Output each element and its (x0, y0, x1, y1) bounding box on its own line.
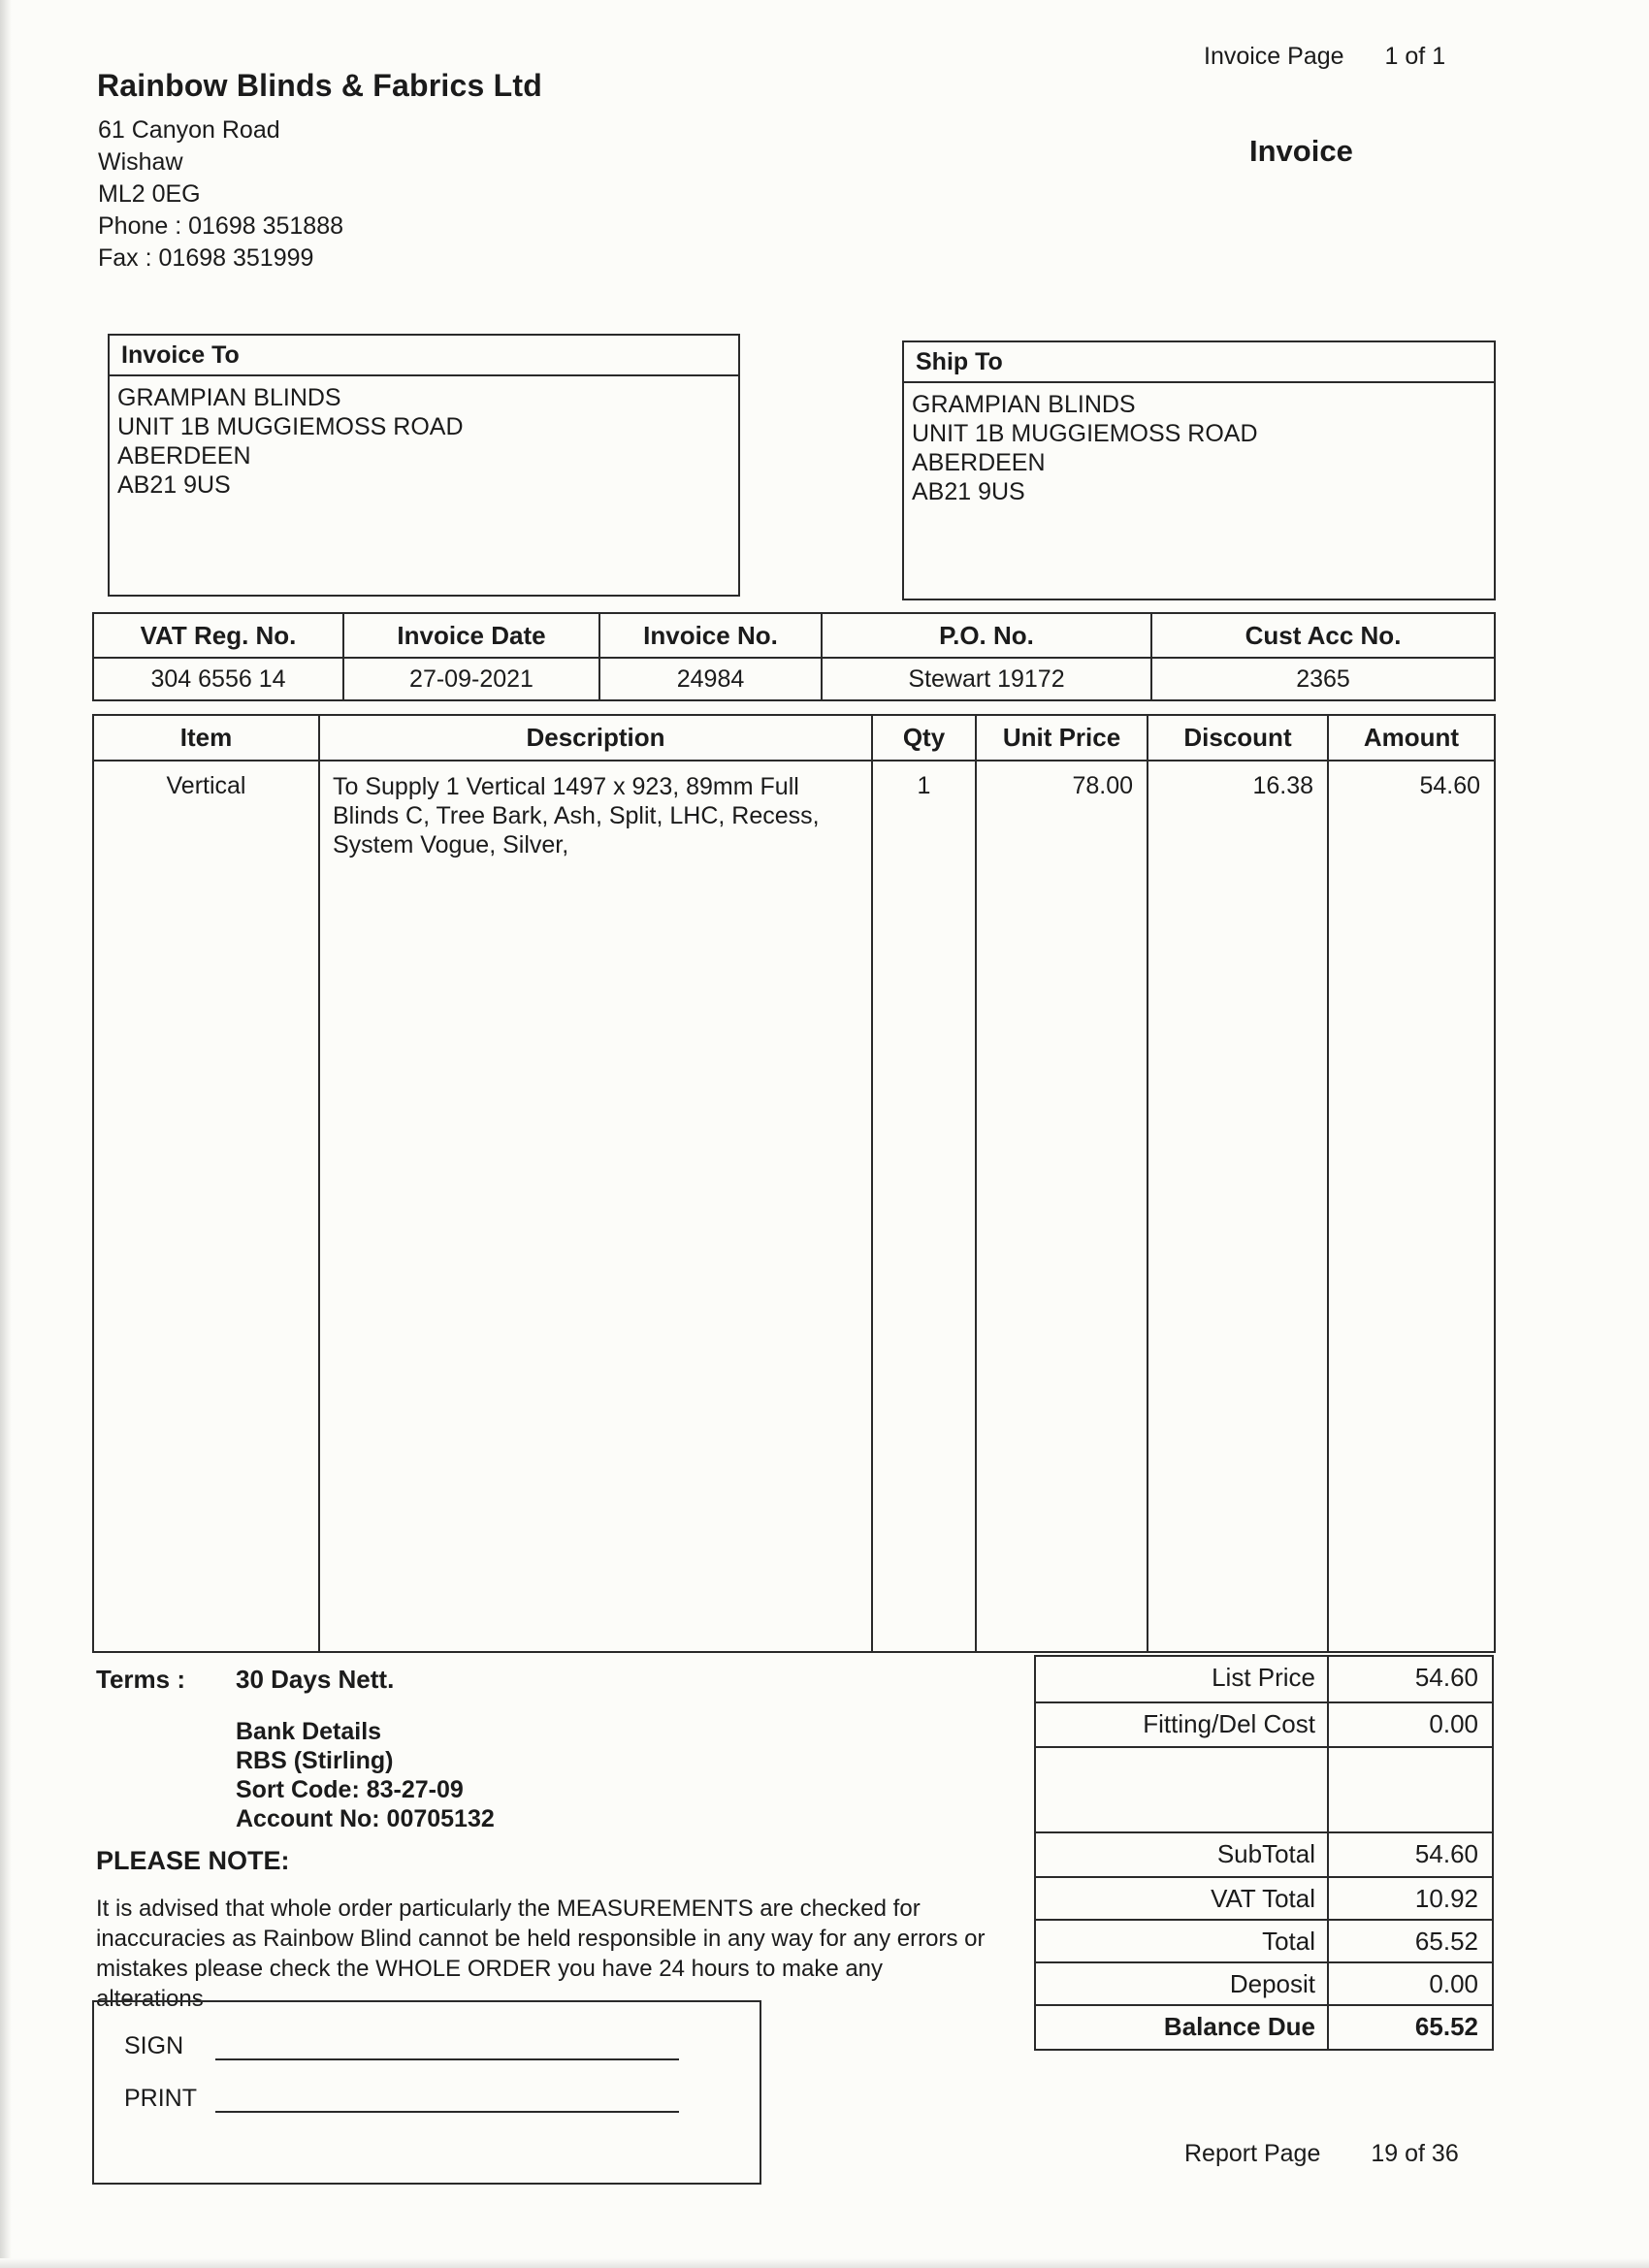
col-header-description: Description (320, 716, 873, 760)
totals-value: 65.52 (1414, 2012, 1478, 2041)
company-name: Rainbow Blinds & Fabrics Ltd (97, 68, 542, 103)
invoice-to-line: ABERDEEN (117, 442, 251, 470)
item-cell: Vertical (94, 761, 320, 1651)
bank-name-line: RBS (Stirling) (236, 1747, 394, 1774)
invoice-to-line: AB21 9US (117, 471, 231, 499)
totals-spacer-label (1036, 1748, 1329, 1831)
company-address-line: ML2 0EG (98, 180, 201, 208)
totals-label: Deposit (1036, 1963, 1329, 2004)
invoice-to-line: UNIT 1B MUGGIEMOSS ROAD (117, 413, 464, 440)
bank-details-heading: Bank Details (236, 1718, 382, 1745)
totals-row-list-price (1036, 1657, 1492, 1703)
meta-value-po-no: Stewart 19172 (823, 659, 1152, 699)
invoice-meta-table (92, 612, 1496, 701)
line-items-body (94, 761, 1494, 1651)
totals-label: Balance Due (1036, 2006, 1329, 2049)
report-page-indicator (1184, 2140, 1459, 2168)
line-items-table (92, 714, 1496, 1653)
bank-account-line: Account No: 00705132 (236, 1805, 495, 1832)
totals-label: Fitting/Del Cost (1036, 1703, 1329, 1746)
totals-row-subtotal (1036, 1833, 1492, 1878)
invoice-page-label: Invoice Page (1204, 43, 1344, 70)
description-cell: To Supply 1 Vertical 1497 x 923, 89mm Full Blinds C, Tree Bark, Ash, Split, LHC, Recess, System Vogue, Silver, (320, 761, 873, 1651)
signature-box (92, 2000, 761, 2185)
company-address-line: Wishaw (98, 148, 183, 176)
invoice-to-line: GRAMPIAN BLINDS (117, 384, 341, 411)
line-items-header-row (94, 716, 1494, 761)
invoice-page-indicator (1204, 43, 1445, 71)
invoice-to-address (110, 376, 738, 500)
terms-value: 30 Days Nett. (236, 1665, 395, 1694)
print-signature-line (215, 2082, 679, 2113)
bank-sort-code-line: Sort Code: 83-27-09 (236, 1776, 464, 1803)
unit-price-cell: 78.00 (977, 761, 1148, 1651)
col-header-item: Item (94, 716, 320, 760)
discount-cell: 16.38 (1148, 761, 1329, 1651)
totals-value: 65.52 (1414, 1927, 1478, 1956)
please-note-heading: PLEASE NOTE: (96, 1846, 290, 1875)
totals-label: Total (1036, 1921, 1329, 1961)
report-page-value: 19 of 36 (1371, 2140, 1459, 2167)
company-phone-line: Phone : 01698 351888 (98, 212, 344, 240)
invoice-page-value: 1 of 1 (1384, 43, 1446, 70)
totals-value: 0.00 (1429, 1709, 1478, 1738)
totals-row-vat-total (1036, 1878, 1492, 1921)
meta-header-invoice-date: Invoice Date (344, 614, 600, 659)
invoice-to-box (108, 334, 740, 597)
totals-row-balance-due (1036, 2006, 1492, 2049)
totals-value: 10.92 (1414, 1884, 1478, 1913)
ship-to-line: ABERDEEN (912, 449, 1046, 476)
meta-value-vat-reg: 304 6556 14 (94, 659, 344, 699)
col-header-amount: Amount (1363, 723, 1460, 752)
meta-header-vat-reg: VAT Reg. No. (94, 614, 344, 659)
invoice-to-label: Invoice To (110, 336, 738, 376)
meta-value-invoice-date: 27-09-2021 (344, 659, 600, 699)
qty-cell: 1 (873, 761, 977, 1651)
amount-cell: 54.60 (1419, 772, 1480, 799)
please-note-body: It is advised that whole order particularly the MEASUREMENTS are checked for inaccuracies as Rainbow Blind cannot be held responsible in any way for any errors or mistakes please check the WHOLE ORDER you have 24 hours to make any alterations (96, 1895, 986, 2012)
document-title: Invoice (1249, 134, 1353, 168)
meta-value-cust-acc: 2365 (1296, 665, 1350, 693)
totals-label: List Price (1036, 1657, 1329, 1701)
totals-row-deposit (1036, 1963, 1492, 2006)
ship-to-box (902, 340, 1496, 600)
totals-spacer-value (1329, 1748, 1492, 1831)
print-row (124, 2082, 760, 2113)
company-address-block (98, 114, 343, 275)
totals-value: 54.60 (1414, 1839, 1478, 1868)
sign-row (124, 2029, 760, 2060)
totals-row-total (1036, 1921, 1492, 1963)
sign-signature-line (215, 2029, 679, 2060)
col-header-qty: Qty (873, 716, 977, 760)
company-fax-line: Fax : 01698 351999 (98, 244, 314, 272)
ship-to-line: UNIT 1B MUGGIEMOSS ROAD (912, 420, 1258, 447)
meta-value-invoice-no: 24984 (600, 659, 823, 699)
col-header-discount: Discount (1148, 716, 1329, 760)
ship-to-line: AB21 9US (912, 478, 1025, 505)
ship-to-address (904, 383, 1494, 506)
totals-row-fitting-del-cost (1036, 1703, 1492, 1748)
totals-table (1034, 1655, 1494, 2051)
bank-details-block (236, 1717, 495, 1833)
sign-label: SIGN (124, 2032, 184, 2059)
totals-value: 0.00 (1429, 1969, 1478, 1998)
print-label: PRINT (124, 2085, 197, 2112)
totals-spacer-row (1036, 1748, 1492, 1833)
ship-to-label: Ship To (904, 342, 1494, 383)
ship-to-line: GRAMPIAN BLINDS (912, 391, 1136, 418)
company-address-line: 61 Canyon Road (98, 116, 280, 144)
meta-header-cust-acc: Cust Acc No. (1152, 614, 1494, 659)
totals-label: VAT Total (1036, 1878, 1329, 1919)
meta-header-invoice-no: Invoice No. (600, 614, 823, 659)
terms-label: Terms : (96, 1665, 185, 1694)
totals-value: 54.60 (1414, 1663, 1478, 1692)
report-page-label: Report Page (1184, 2140, 1321, 2167)
meta-header-po-no: P.O. No. (823, 614, 1152, 659)
totals-label: SubTotal (1036, 1833, 1329, 1876)
col-header-unit-price: Unit Price (977, 716, 1148, 760)
